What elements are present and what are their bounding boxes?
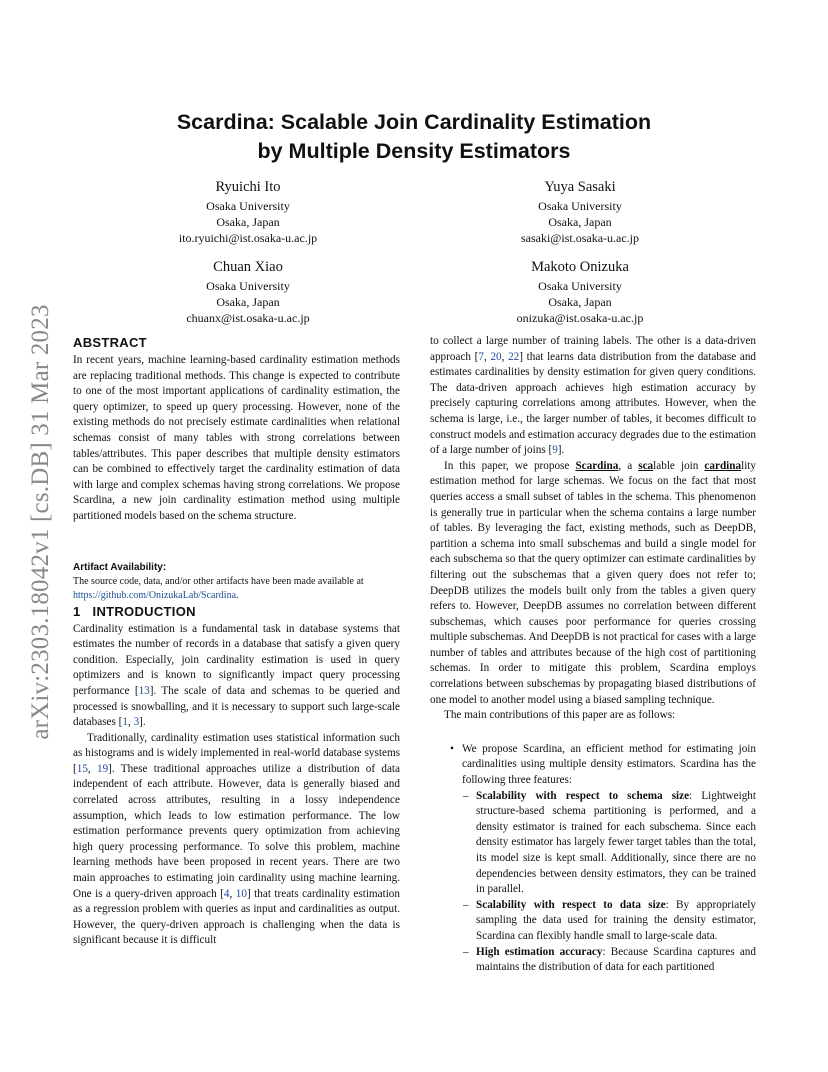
section-number: 1 xyxy=(73,603,81,619)
intro-paragraph-5: The main contributions of this paper are as follows: xyxy=(444,709,676,722)
feature-text: : Because Scardina captures and maintains the distribution of data for each partitioned xyxy=(476,945,756,974)
citation-link[interactable]: 3 xyxy=(133,716,140,729)
citation-link[interactable]: 4 xyxy=(223,887,230,900)
author-affiliation: Osaka University xyxy=(206,199,290,213)
citation-link[interactable]: 13 xyxy=(138,684,150,697)
text-span: , xyxy=(483,350,491,363)
text-span: , xyxy=(229,887,236,900)
text-span: , xyxy=(87,762,97,775)
contributions-list xyxy=(430,742,756,976)
author-email: onizuka@ist.osaka-u.ac.jp xyxy=(516,311,644,325)
author-affiliation: Osaka University xyxy=(206,279,290,293)
text-span: , xyxy=(127,716,134,729)
author-affiliation: Osaka University xyxy=(538,279,622,293)
scardina-emphasis: Scardina xyxy=(575,459,619,472)
artifact-text xyxy=(73,575,400,603)
artifact-period: . xyxy=(236,589,239,601)
text-span: ]. xyxy=(139,716,146,729)
section-title: INTRODUCTION xyxy=(92,603,196,619)
text-span: ]. xyxy=(557,444,565,457)
artifact-heading: Artifact Availability: xyxy=(73,561,167,573)
text-span: lity estimation method for large schemas. We focus on the fact that most queries access a small subset of tables in the schema. This phenomenon is generally true in particular when the schema contains a large number of tables. By leveraging the fact, existing methods, such as DeepDB, partition a schema into small subschemas and build a single model for each subschema so that the query optimizer can estimate cardinalities by filtering out the subschemas that a given query does not refer to; DeepDB utilizes the models built only from the tables a given query refers to. However, DeepDB assumes no correlation between different subschemas, which causes poor performance for queries crossing multiple subschemas. And DeepDB is not practical for cases with a large number of tables and attributes because of the high cost of partitioning schemas. In order to mitigate this problem, Scardina employs correlations between subschemas by propagating biased distributions of one model to another model using a biased sampling technique. xyxy=(430,459,757,706)
abstract-heading: ABSTRACT xyxy=(73,335,147,350)
author-email: chuanx@ist.osaka-u.ac.jp xyxy=(186,311,310,325)
citation-link[interactable]: 20 xyxy=(490,350,502,363)
intro-paragraph-4 xyxy=(430,459,756,709)
text-span: ]. The scale of data and schemas to be queried and processed is snowballing, and it is necessary to support such large-scale databases [ xyxy=(73,684,400,729)
intro-paragraph-2 xyxy=(73,731,400,949)
right-column xyxy=(430,334,756,976)
artifact-availability xyxy=(73,561,400,603)
author-block-3 xyxy=(118,258,378,326)
author-affiliation: Osaka University xyxy=(538,199,622,213)
author-email: ito.ryuichi@ist.osaka-u.ac.jp xyxy=(178,231,318,245)
paper-title xyxy=(120,108,708,166)
citation-link[interactable]: 19 xyxy=(96,762,109,775)
sca-emphasis: sca xyxy=(638,459,654,472)
contribution-text: We propose Scardina, an efficient method for estimating join cardinalities using multiple density estimators. Scardina has the following three features: xyxy=(462,742,756,787)
feature-item xyxy=(476,898,756,945)
abstract-text: In recent years, machine learning-based cardinality estimation methods are replacing traditional methods. This change is expected to contribute to one of the most important applications of cardinality estimation, the query optimizer, to speed up query processing. However, none of the existing methods do not precisely estimate cardinalities when relational schemas consist of many tables with strong correlations between tables/attributes. This paper describes that multiple density estimators can be combined to effectively target the cardinality estimation of data with large and complex schemas having strong correlations. We propose Scardina, a new join cardinality estimation method using multiple partitioned models based on the schema structure. xyxy=(73,354,400,522)
text-span: , xyxy=(501,350,509,363)
artifact-body: The source code, data, and/or other artifacts have been made available at xyxy=(73,575,364,587)
author-block-1 xyxy=(118,178,378,246)
feature-text: : By appropriately sampling the data used for training the density estimator, Scardina can flexibly handle small to large-scale data. xyxy=(476,898,757,942)
artifact-link[interactable]: https://github.com/OnizukaLab/Scardina xyxy=(73,589,237,601)
text-span: ]. These traditional approaches utilize a distribution of data independent of each attribute. However, data is generally biased and correlated across attributes, resulting in a lossy independence assumption, which leads to low estimation performance. The low estimation performance prevents query optimization from achieving high query processing performance. To solve this problem, machine learning methods have been proposed in recent years. There are two main approaches to estimating join cardinality using machine learning. One is a query-driven approach [ xyxy=(73,762,401,900)
feature-title: High estimation accuracy xyxy=(476,945,603,958)
citation-link[interactable]: 10 xyxy=(235,887,247,900)
citation-link[interactable]: 15 xyxy=(76,762,88,775)
title-line-2: by Multiple Density Estimators xyxy=(257,139,571,163)
arxiv-sidebar-stamp xyxy=(26,282,56,762)
text-span: Traditionally, cardinality estimation uses statistical information such as histograms and is widely implemented in real-world database systems [ xyxy=(73,731,400,775)
author-name: Makoto Onizuka xyxy=(531,259,629,275)
citation-link[interactable]: 22 xyxy=(508,350,520,363)
author-location: Osaka, Japan xyxy=(216,295,280,309)
author-name: Yuya Sasaki xyxy=(544,179,616,195)
title-line-1: Scardina: Scalable Join Cardinality Estimation xyxy=(176,110,652,134)
author-email: sasaki@ist.osaka-u.ac.jp xyxy=(520,231,640,245)
contribution-item xyxy=(462,742,756,976)
feature-text: : Lightweight structure-based schema partitioning is performed, and a density estimator is trained for each subschema. Since each density estimator has largely fewer target tables than the total, its model size is kept small. Additionally, since there are no dependencies between density estimators, they can be trained in parallel. xyxy=(476,789,757,896)
features-list xyxy=(462,789,756,976)
author-location: Osaka, Japan xyxy=(548,215,612,229)
feature-title: Scalability with respect to schema size xyxy=(476,789,690,802)
text-span: In this paper, we propose xyxy=(444,459,576,472)
author-block-4 xyxy=(450,258,710,326)
text-span: Cardinality estimation is a fundamental task in database systems that estimates the number of records in a database that satisfy a given query condition. Especially, join cardinality estimation is used in query optimizers and is known to significantly impact query processing performance [ xyxy=(73,622,400,697)
intro-paragraph-1 xyxy=(73,622,400,731)
author-location: Osaka, Japan xyxy=(216,215,280,229)
text-span: to collect a large number of training labels. The other is a data-driven approach [ xyxy=(430,335,756,363)
feature-item xyxy=(476,789,756,898)
left-column xyxy=(73,334,400,949)
citation-link[interactable]: 7 xyxy=(478,350,484,363)
author-block-2 xyxy=(450,178,710,246)
author-location: Osaka, Japan xyxy=(548,295,612,309)
author-name: Ryuichi Ito xyxy=(215,179,281,195)
feature-title: Scalability with respect to data size xyxy=(476,898,666,911)
arxiv-id-label: arXiv:2303.18042v1 [cs.DB] 31 Mar 2023 xyxy=(27,304,54,740)
text-span: ] that treats cardinality estimation as a regression problem with queries as input and cardinalities as output. However, the query-driven approach is challenging when the data is significant because it is difficult xyxy=(73,887,400,947)
feature-item xyxy=(476,945,756,976)
citation-link[interactable]: 9 xyxy=(552,444,558,457)
author-name: Chuan Xiao xyxy=(213,259,283,275)
text-span: lable join xyxy=(653,459,705,472)
introduction-heading xyxy=(73,603,400,620)
intro-paragraph-3 xyxy=(430,334,756,459)
citation-link[interactable]: 1 xyxy=(122,716,128,729)
text-span: ] that learns data distribution from the database and estimates cardinalities by density estimation for given query conditions. The data-driven approach achieves high estimation accuracy by precisely capturing correlations among attributes. However, when the schema is large, i.e., the larger number of tables, it becomes difficult to construct models and estimation accuracy degrades due to the estimation of a large number of joins [ xyxy=(430,350,757,457)
cardina-emphasis: cardina xyxy=(704,459,742,472)
text-span: , a xyxy=(618,459,639,472)
